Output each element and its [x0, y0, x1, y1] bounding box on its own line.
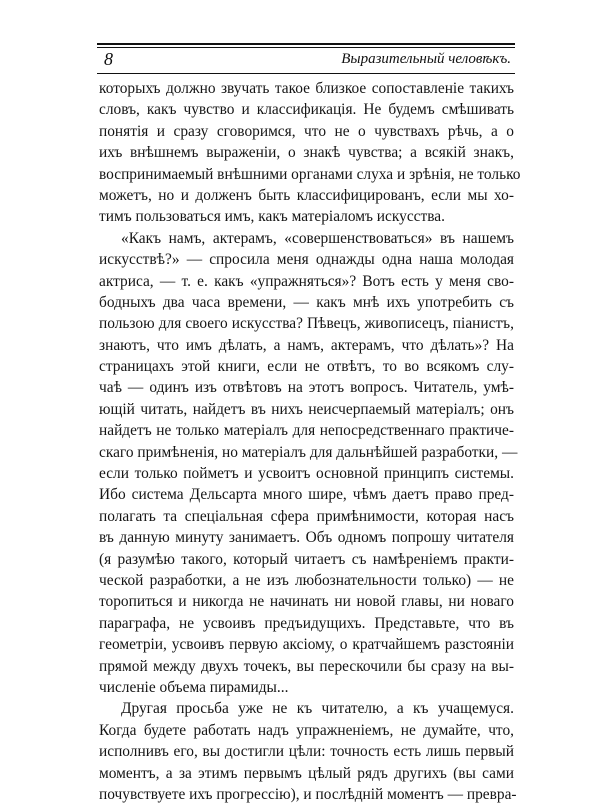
- text-line: ющій читать, найдетъ въ нихъ неисчерпаемый матеріалъ; онъ: [99, 400, 514, 418]
- text-line: Другая просьба уже не къ читателю, а къ учащемуся.: [121, 700, 514, 718]
- text-line: воспринимаемый внѣшними органами слуха и зрѣнія, не только: [99, 165, 521, 183]
- text-line: прямой между двухъ точекъ, вы перескочили бы сразу на вы-: [99, 657, 514, 675]
- text-line: страницахъ этой книги, если не отвѣтъ, то во всякомъ слу-: [99, 358, 514, 376]
- page-number: 8: [104, 49, 113, 69]
- text-line: исполнивъ его, вы достигли цѣли: точность есть лишь первый: [99, 743, 514, 761]
- text-line: почувствуете ихъ прогрессію), и послѣдній моментъ — превра-: [99, 785, 517, 803]
- text-line: искусствѣ?» — спросила меня однажды одна наша молодая: [99, 251, 514, 269]
- text-line: бодныхъ два часа времени, — какъ мнѣ ихъ употребить съ: [99, 293, 514, 311]
- text-line: Ибо система Дельсарта много шире, чѣмъ даетъ право пред-: [99, 486, 514, 504]
- text-line: словъ, какъ чувство и классификація. Не будемъ смѣшивать: [99, 101, 514, 119]
- text-line: «Какъ намъ, актерамъ, «совершенствоваться» въ нашемъ: [121, 229, 514, 247]
- text-line: полагать та спеціальная сфера примѣнимости, которая насъ: [99, 507, 514, 525]
- text-line: численіе объема пирамиды...: [99, 678, 289, 696]
- text-line: геометріи, усвоивъ первую аксіому, о кратчайшемъ разстояніи: [99, 636, 514, 654]
- text-line: можетъ, но и долженъ быть классифицированъ, если мы хо-: [99, 186, 514, 204]
- text-line: если только пойметъ и усвоитъ основной принципъ системы.: [99, 465, 514, 483]
- running-header: [100, 49, 513, 71]
- text-line: параграфа, не усвоивъ предъидущихъ. Представьте, что въ: [99, 614, 514, 632]
- text-line: ихъ внѣшнемъ выраженіи, о знакѣ чувства; а всякій знакъ,: [99, 144, 514, 162]
- text-line: чаѣ — одинъ изъ отвѣтовъ на этотъ вопросъ. Читатель, умѣ-: [99, 379, 514, 397]
- text-line: понятія и сразу сговоримся, что не о чувствахъ рѣчь, а о: [99, 122, 514, 140]
- header-rule-thin: [97, 47, 515, 48]
- text-line: ческой разработки, а не изъ любознательности только) — не: [99, 571, 514, 589]
- text-line: пользою для своего искусства? Пѣвецъ, живописецъ, піанистъ,: [99, 315, 514, 333]
- text-line: (я разумѣю такого, который читаетъ съ намѣреніемъ практи-: [99, 550, 514, 568]
- text-line: тимъ пользоваться имъ, какъ матеріаломъ искусства.: [99, 208, 445, 226]
- text-line: Когда будете работать надъ упражненіемъ, не думайте, что,: [99, 721, 514, 739]
- text-line: знаютъ, что имъ дѣлать, а намъ, актерамъ, что дѣлать»? На: [99, 336, 514, 354]
- body-text: [99, 78, 521, 805]
- text-line: торопиться и никогда не начинать ни новой главы, ни новаго: [99, 593, 514, 611]
- text-line: скаго примѣненія, но матеріалъ для дальнѣйшей разработки, —: [99, 443, 518, 461]
- text-line: моментъ, а за этимъ первымъ цѣлый рядъ другихъ (вы сами: [99, 764, 514, 782]
- text-line: найдетъ не только матеріалъ для непосредственнаго практиче-: [99, 422, 514, 440]
- header-rule-bottom: [97, 73, 515, 74]
- running-title: Выразительный человѣкъ.: [341, 51, 511, 67]
- text-line: которыхъ должно звучать такое близкое сопоставленіе такихъ: [99, 80, 514, 97]
- text-line: въ данную минуту занимаетъ. Объ одномъ попрошу читателя: [99, 529, 514, 547]
- header-rule-thick: [97, 43, 515, 45]
- text-line: актриса, — т. е. какъ «упражняться»? Вотъ есть у меня сво-: [99, 272, 514, 290]
